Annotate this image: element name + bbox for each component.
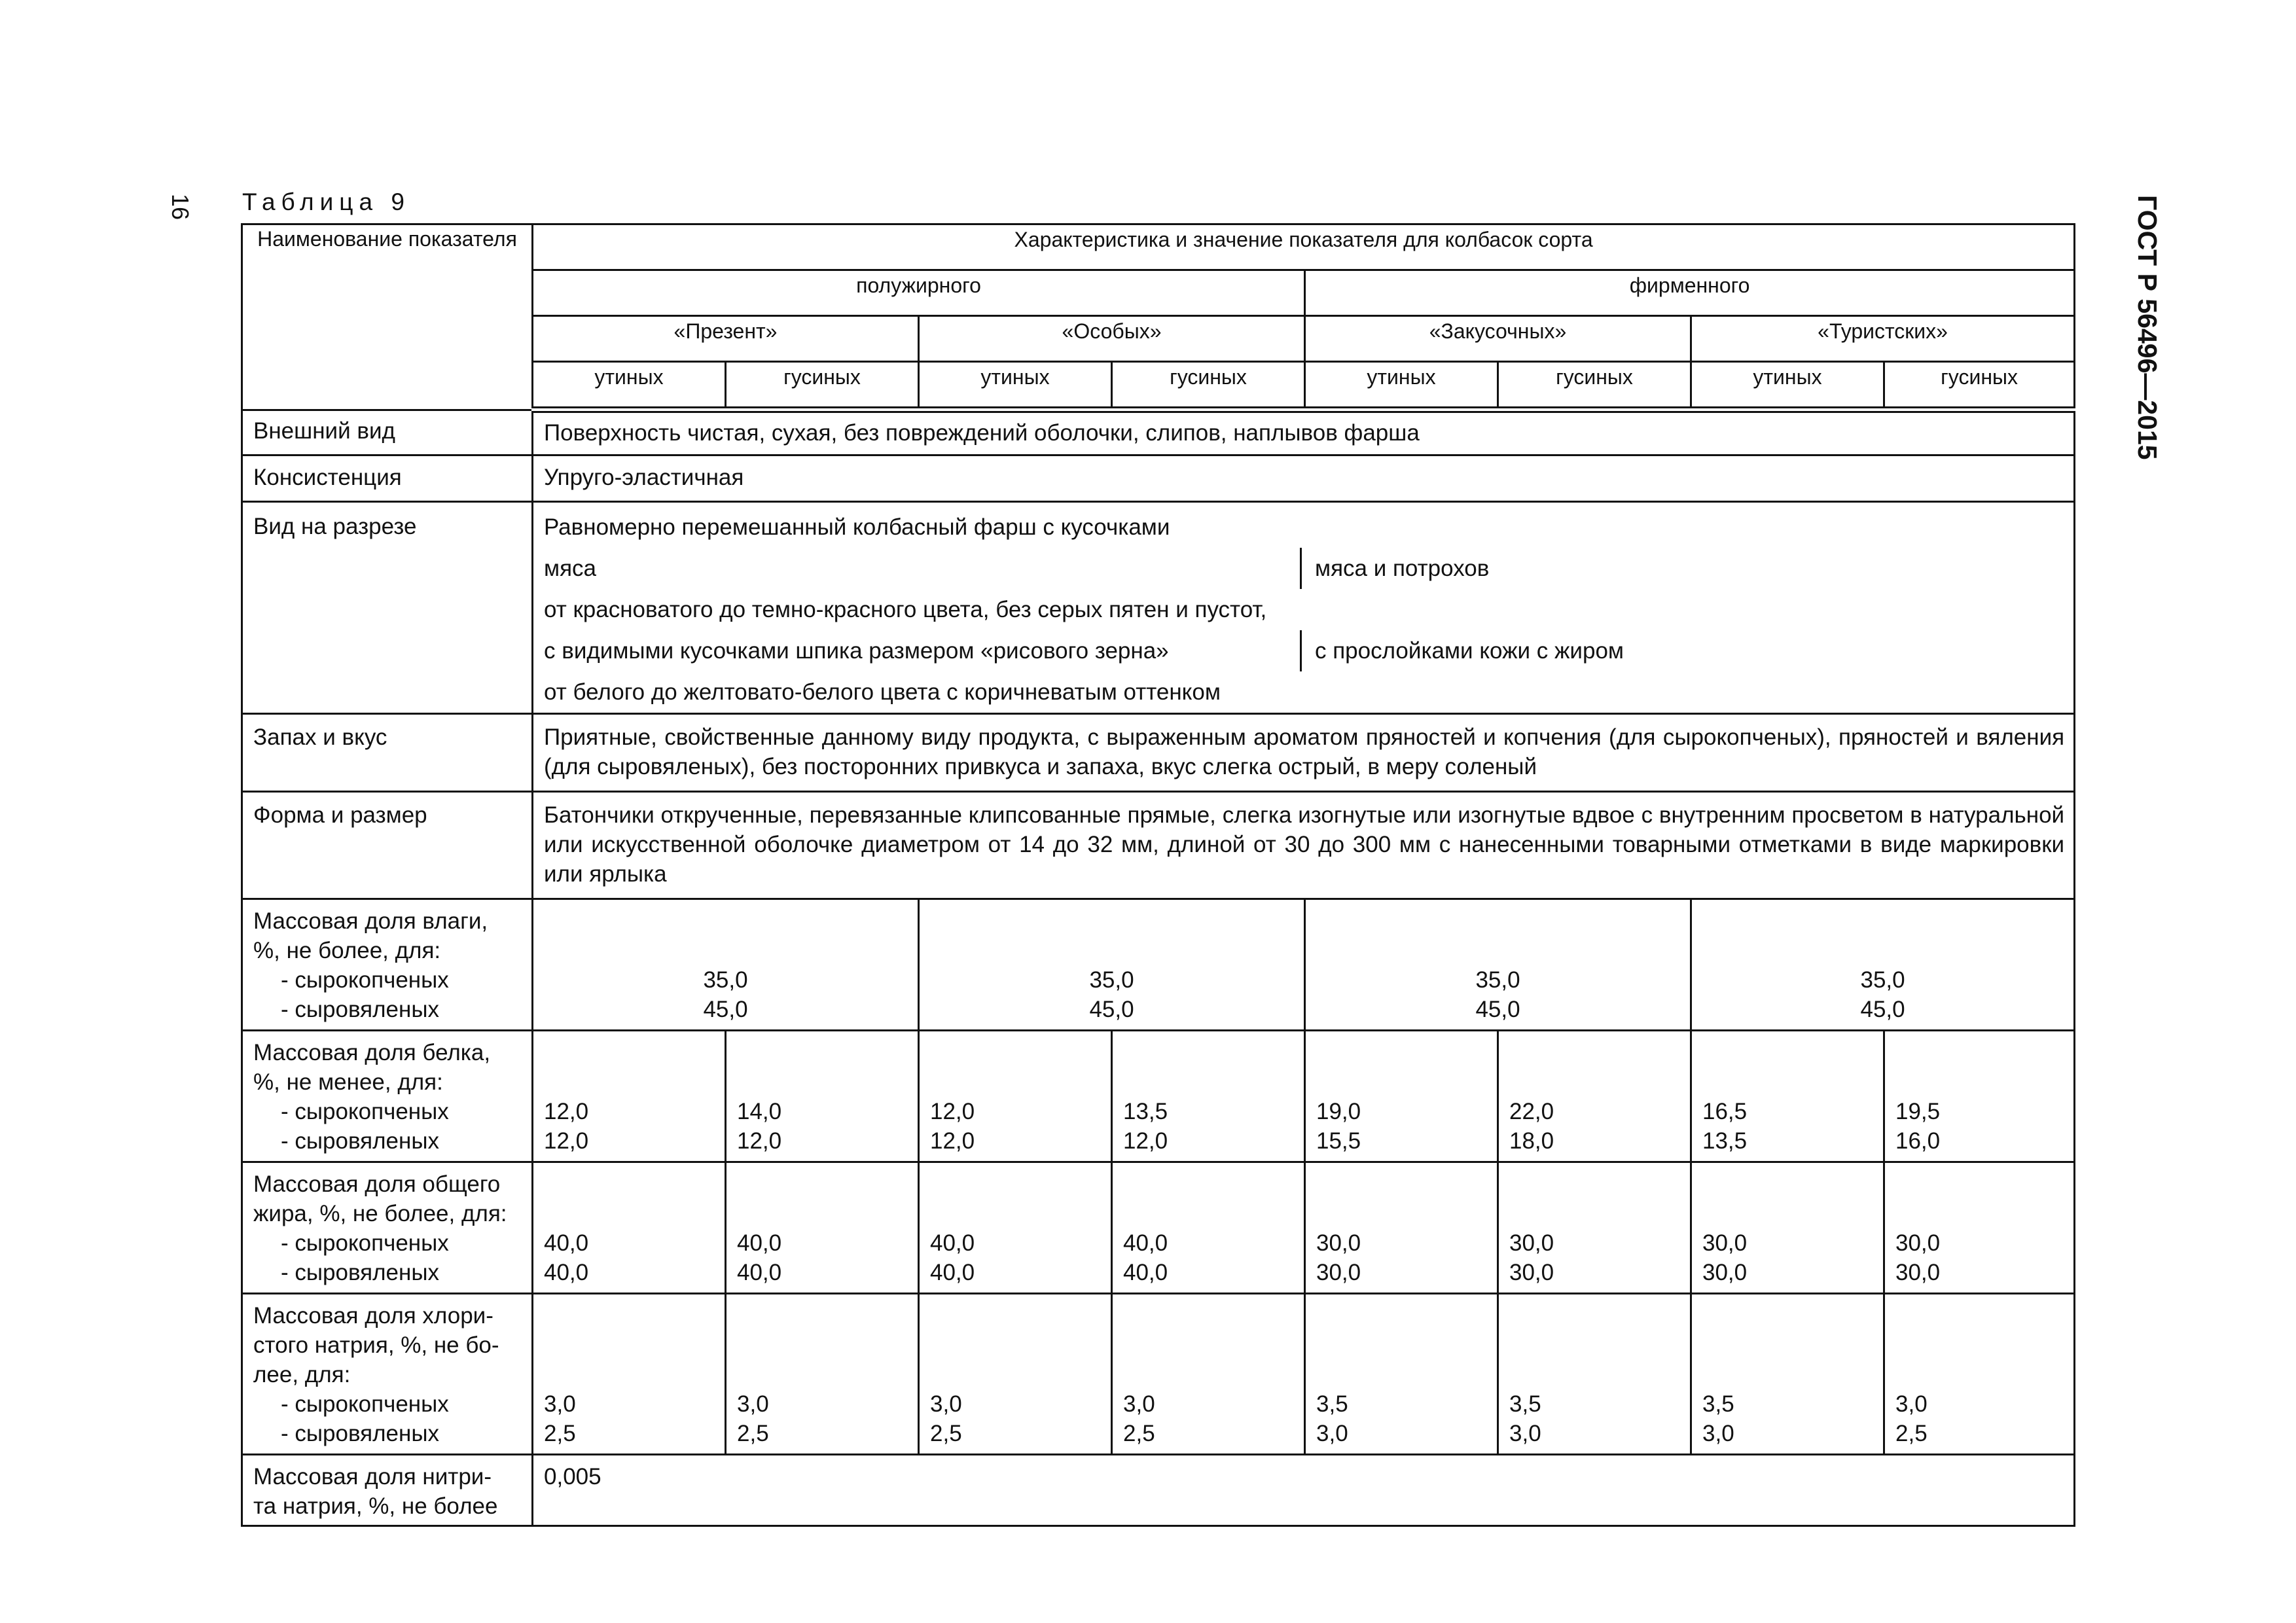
value-smoked: 35,0 [1860, 967, 1905, 993]
header-bird: гусиных [1884, 362, 2075, 410]
value-smoked: 3,5 [1509, 1391, 1541, 1417]
header-bird: гусиных [726, 362, 919, 410]
value-smoked: 3,0 [544, 1391, 576, 1417]
value-dried: 2,5 [1895, 1420, 1928, 1446]
row-label [242, 899, 533, 1030]
value-dried: 3,0 [1316, 1420, 1348, 1446]
row-label: Вид на разрезе [242, 501, 533, 713]
value-smoked: 22,0 [1509, 1098, 1554, 1124]
header-name-column: Наименование показателя [242, 224, 533, 410]
row-section-view [242, 501, 2075, 713]
value-dried: 30,0 [1702, 1259, 1748, 1285]
value-cell [1305, 1030, 1498, 1162]
row-value: Упруго-эластичная [533, 455, 2075, 501]
section-split-line [544, 548, 2064, 589]
header-characteristic: Характеристика и значение показателя для колбасок сорта [533, 224, 2075, 270]
row-label [242, 1162, 533, 1293]
value-smoked: 40,0 [544, 1230, 589, 1256]
section-split-line [544, 630, 2064, 671]
row-value: Батончики открученные, перевязанные клипсованные прямые, слегка изогнутые или изогнутые вдвое с внутренним просветом в натуральной или искусственной оболочке диаметром от 14 до 32 мм, длиной от 30 до 300 мм с нанесенными товарными отметками в виде маркировки или ярлыка [533, 791, 2075, 899]
row-shape-size [242, 791, 2075, 899]
row-moisture [242, 899, 2075, 1030]
row-nitrite [242, 1454, 2075, 1525]
value-smoked: 14,0 [737, 1098, 782, 1124]
value-dried: 45,0 [703, 996, 748, 1022]
header-bird: гусиных [1112, 362, 1305, 410]
label-sub-dried: - сыровяленых [281, 1259, 439, 1285]
value-smoked: 35,0 [703, 967, 748, 993]
value-dried: 2,5 [544, 1420, 576, 1446]
row-value [533, 501, 2075, 713]
value-cell [1112, 1030, 1305, 1162]
value-dried: 45,0 [1860, 996, 1905, 1022]
value-smoked: 16,5 [1702, 1098, 1748, 1124]
section-line: от красноватого до темно-красного цвета, без серых пятен и пустот, [544, 596, 1267, 622]
label-line: Массовая доля общего [253, 1171, 501, 1197]
value-cell [1305, 899, 1691, 1030]
section-right-text: мяса и потрохов [1315, 555, 1490, 581]
value-dried: 30,0 [1509, 1259, 1554, 1285]
value-cell [1498, 1293, 1691, 1454]
value-cell [1691, 1293, 1884, 1454]
value-smoked: 3,0 [1123, 1391, 1155, 1417]
value-cell [1691, 1162, 1884, 1293]
value-cell [919, 899, 1305, 1030]
header-row-characteristic [242, 224, 2075, 270]
row-smell-taste [242, 713, 2075, 791]
row-value: Поверхность чистая, сухая, без повреждений оболочки, слипов, наплывов фарша [533, 410, 2075, 455]
value-cell [919, 1293, 1112, 1454]
label-sub-dried: - сыровяленых [281, 1128, 439, 1154]
label-sub-dried: - сыровяленых [281, 1420, 439, 1446]
label-sub-smoked: - сырокопченых [281, 1230, 449, 1256]
value-cell [533, 899, 919, 1030]
label-line: Массовая доля хлори- [253, 1302, 493, 1329]
value-smoked: 19,0 [1316, 1098, 1361, 1124]
label-line: жира, %, не более, для: [253, 1200, 507, 1226]
value-cell [1112, 1293, 1305, 1454]
table-caption: Таблица 9 [242, 188, 410, 215]
header-bird: гусиных [1498, 362, 1691, 410]
header-variety: «Закусочных» [1305, 316, 1691, 362]
value-smoked: 40,0 [737, 1230, 782, 1256]
value-dried: 2,5 [1123, 1420, 1155, 1446]
row-consistency [242, 455, 2075, 501]
value-smoked: 30,0 [1316, 1230, 1361, 1256]
label-line: лее, для: [253, 1361, 351, 1387]
value-cell [1498, 1030, 1691, 1162]
row-label [242, 1454, 533, 1525]
value-smoked: 3,5 [1316, 1391, 1348, 1417]
row-value: Приятные, свойственные данному виду продукта, с выраженным ароматом пряностей и копчения (для сырокопченых), пряностей и вяления (для сыровяленых), без посторонних привкуса и запаха, вкус слегка острый, в меру соленый [533, 713, 2075, 791]
value-dried: 40,0 [1123, 1259, 1168, 1285]
value-cell [726, 1030, 919, 1162]
value-cell [1884, 1030, 2075, 1162]
value-dried: 30,0 [1895, 1259, 1941, 1285]
value-cell [533, 1293, 726, 1454]
value-dried: 45,0 [1475, 996, 1520, 1022]
value-cell [1305, 1293, 1498, 1454]
value-dried: 3,0 [1509, 1420, 1541, 1446]
value-smoked: 3,0 [930, 1391, 962, 1417]
header-grade: полужирного [533, 270, 1305, 316]
value-cell [1884, 1162, 2075, 1293]
value-dried: 40,0 [930, 1259, 975, 1285]
label-line: %, не менее, для: [253, 1069, 443, 1095]
header-bird: утиных [919, 362, 1112, 410]
value-cell [1884, 1293, 2075, 1454]
section-line: от белого до желтовато-белого цвета с коричневатым оттенком [544, 679, 1221, 705]
value-dried: 13,5 [1702, 1128, 1748, 1154]
page-number: 16 [167, 194, 194, 221]
value-cell [533, 1030, 726, 1162]
value-cell [726, 1162, 919, 1293]
section-left-text: с видимыми кусочками шпика размером «рисового зерна» [544, 630, 1302, 671]
value-dried: 18,0 [1509, 1128, 1554, 1154]
value-smoked: 40,0 [930, 1230, 975, 1256]
value-smoked: 35,0 [1089, 967, 1134, 993]
value-dried: 40,0 [544, 1259, 589, 1285]
value-smoked: 30,0 [1702, 1230, 1748, 1256]
value-dried: 12,0 [1123, 1128, 1168, 1154]
label-sub-smoked: - сырокопченых [281, 1098, 449, 1124]
header-bird: утиных [533, 362, 726, 410]
value-dried: 2,5 [737, 1420, 769, 1446]
row-label: Форма и размер [242, 791, 533, 899]
section-left-text: мяса [544, 548, 1302, 589]
header-grade: фирменного [1305, 270, 2075, 316]
value-smoked: 12,0 [930, 1098, 975, 1124]
label-line: Массовая доля влаги, [253, 908, 488, 934]
value-cell [1112, 1162, 1305, 1293]
value-cell [919, 1162, 1112, 1293]
value-cell [1691, 899, 2075, 1030]
label-line: Массовая доля нитри- [253, 1463, 492, 1489]
value-smoked: 30,0 [1509, 1230, 1554, 1256]
value-cell [919, 1030, 1112, 1162]
label-sub-smoked: - сырокопченых [281, 967, 449, 993]
label-line: %, не более, для: [253, 937, 441, 963]
row-label: Внешний вид [242, 410, 533, 455]
header-variety: «Презент» [533, 316, 919, 362]
header-bird: утиных [1305, 362, 1498, 410]
row-label [242, 1030, 533, 1162]
value-smoked: 19,5 [1895, 1098, 1941, 1124]
document-standard-header: ГОСТ Р 56496—2015 [2132, 195, 2162, 460]
row-protein [242, 1030, 2075, 1162]
label-sub-dried: - сыровяленых [281, 996, 439, 1022]
label-line: стого натрия, %, не бо- [253, 1332, 499, 1358]
value-cell [533, 1162, 726, 1293]
value-smoked: 3,0 [737, 1391, 769, 1417]
label-line: Массовая доля белка, [253, 1039, 491, 1065]
value-dried: 15,5 [1316, 1128, 1361, 1154]
header-bird: утиных [1691, 362, 1884, 410]
section-line: Равномерно перемешанный колбасный фарш с кусочками [544, 514, 1170, 540]
header-variety: «Туристских» [1691, 316, 2075, 362]
section-right-text: с прослойками кожи с жиром [1315, 637, 1624, 664]
value-cell [1691, 1030, 1884, 1162]
value-smoked: 30,0 [1895, 1230, 1941, 1256]
row-label [242, 1293, 533, 1454]
row-fat [242, 1162, 2075, 1293]
value-smoked: 3,5 [1702, 1391, 1734, 1417]
value-dried: 30,0 [1316, 1259, 1361, 1285]
row-appearance [242, 410, 2075, 455]
value-smoked: 40,0 [1123, 1230, 1168, 1256]
value-dried: 40,0 [737, 1259, 782, 1285]
value-dried: 16,0 [1895, 1128, 1941, 1154]
value-smoked: 13,5 [1123, 1098, 1168, 1124]
value-dried: 3,0 [1702, 1420, 1734, 1446]
value-smoked: 35,0 [1475, 967, 1520, 993]
value-dried: 12,0 [930, 1128, 975, 1154]
header-variety: «Особых» [919, 316, 1305, 362]
label-sub-smoked: - сырокопченых [281, 1391, 449, 1417]
value-cell [1498, 1162, 1691, 1293]
value-cell [726, 1293, 919, 1454]
specification-table [241, 223, 2075, 1527]
value-dried: 2,5 [930, 1420, 962, 1446]
row-value: 0,005 [533, 1454, 2075, 1525]
value-dried: 12,0 [737, 1128, 782, 1154]
value-dried: 12,0 [544, 1128, 589, 1154]
row-label: Консистенция [242, 455, 533, 501]
row-salt [242, 1293, 2075, 1454]
label-line: та натрия, %, не более [253, 1493, 498, 1519]
value-cell [1305, 1162, 1498, 1293]
value-dried: 45,0 [1089, 996, 1134, 1022]
value-smoked: 3,0 [1895, 1391, 1928, 1417]
row-label: Запах и вкус [242, 713, 533, 791]
value-smoked: 12,0 [544, 1098, 589, 1124]
